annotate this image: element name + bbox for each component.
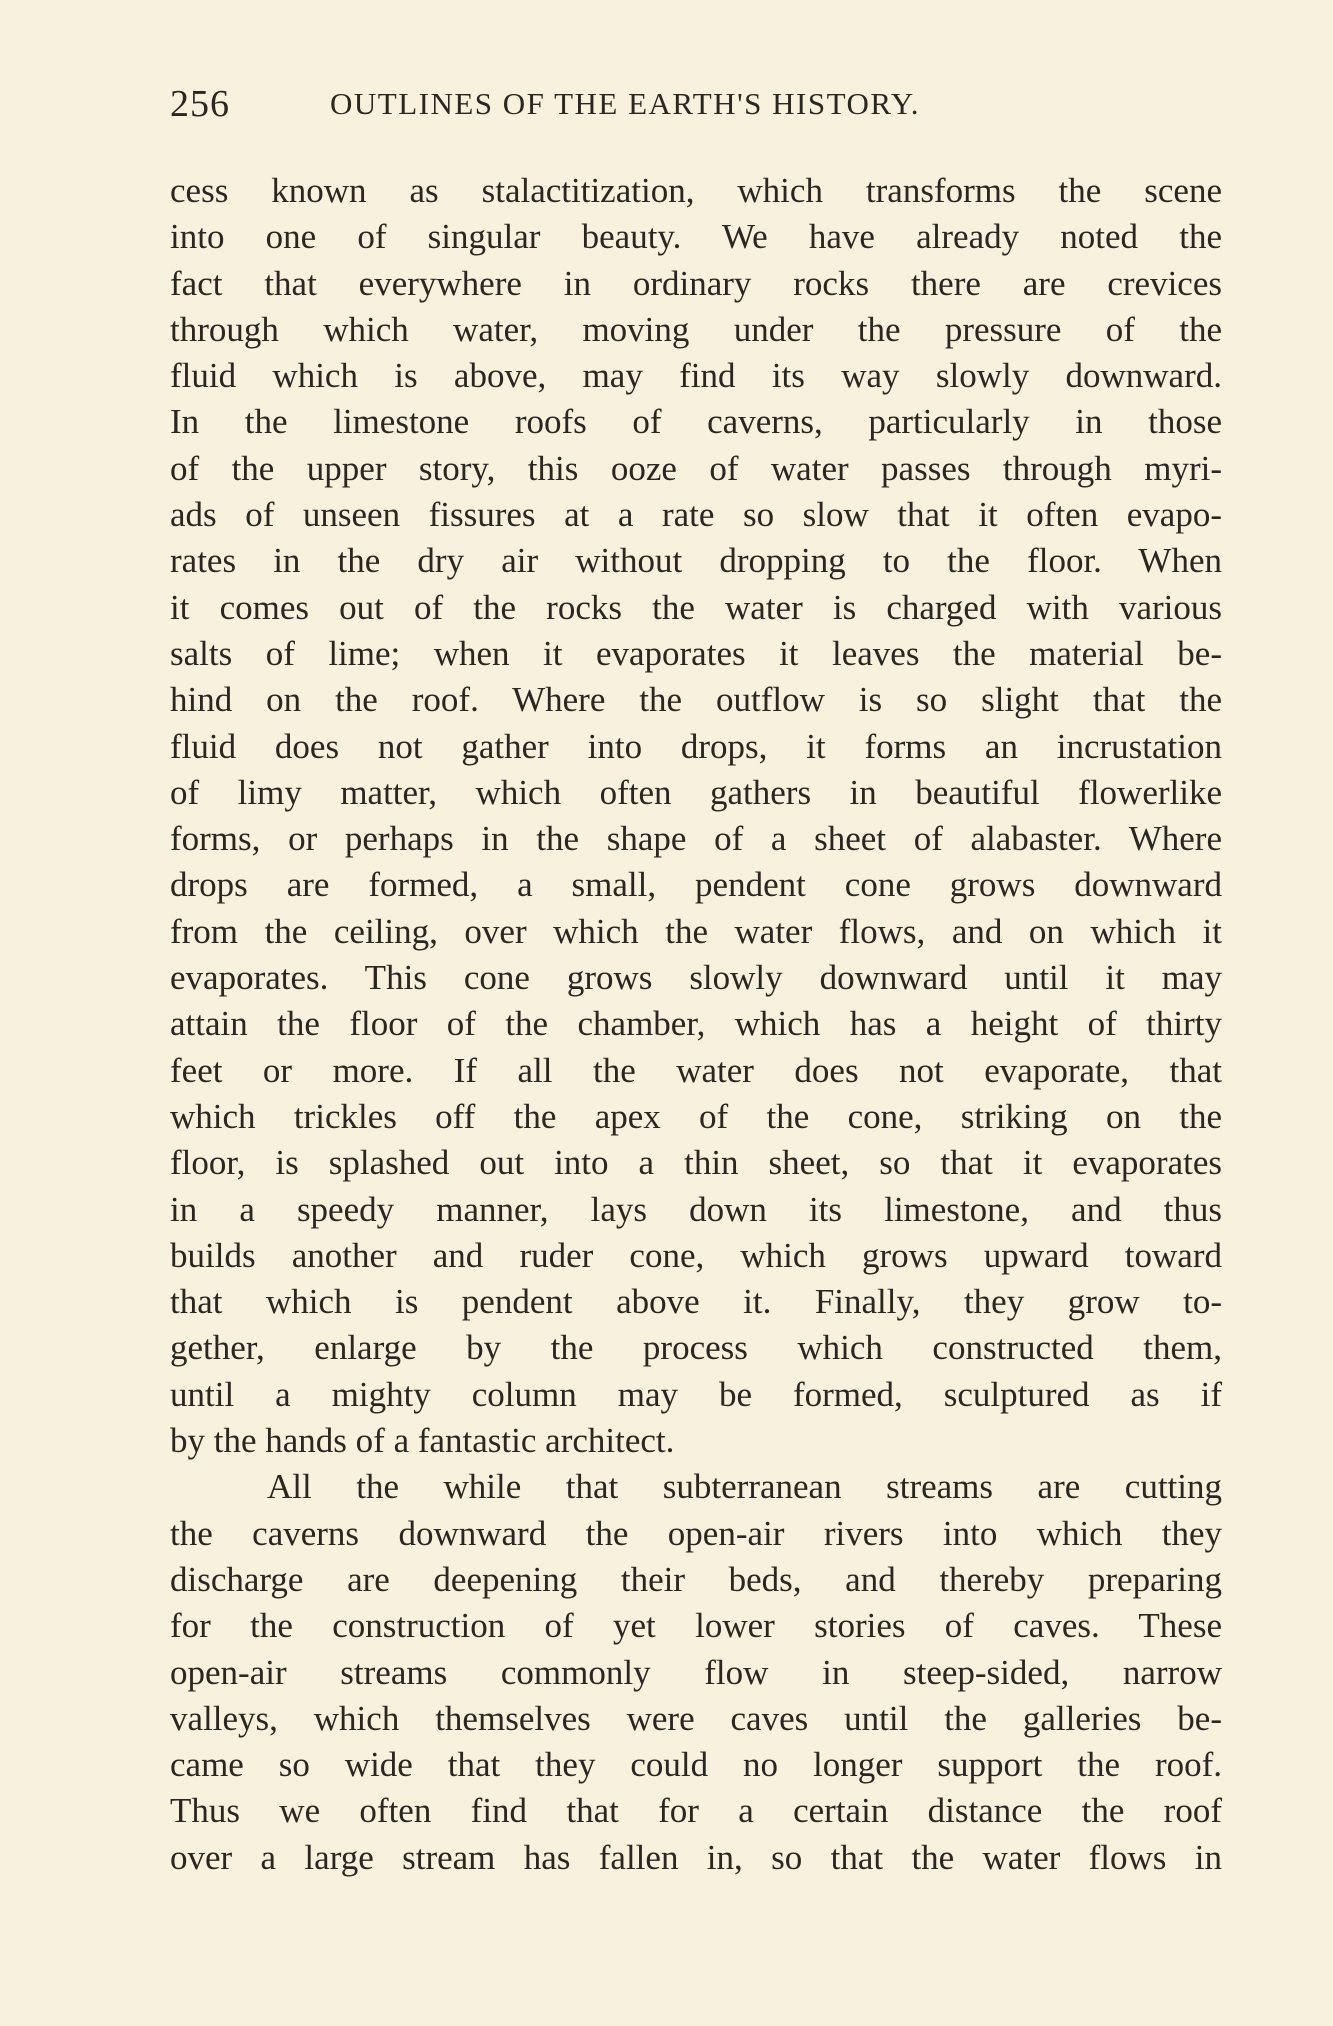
- text-line: cess known as stalactitization, which transforms the scene: [170, 171, 1222, 210]
- text-line: open-air streams commonly flow in steep-sided, narrow: [170, 1652, 1222, 1692]
- text-line: drops are formed, a small, pendent cone grows downward: [170, 865, 1222, 905]
- text-line: evaporates. This cone grows slowly downward until it may: [170, 958, 1222, 998]
- text-line: for the construction of yet lower stories of caves. These: [170, 1606, 1222, 1646]
- text-line: into one of singular beauty. We have already noted the: [170, 217, 1222, 257]
- text-line: of the upper story, this ooze of water passes through myri-: [170, 448, 1222, 488]
- text-line: discharge are deepening their beds, and thereby preparing: [170, 1559, 1222, 1599]
- text-line: fluid which is above, may find its way slowly downward.: [170, 356, 1222, 396]
- text-line: In the limestone roofs of caverns, particularly in those: [170, 402, 1222, 442]
- text-line: feet or more. If all the water does not evaporate, that: [170, 1050, 1222, 1090]
- text-line: over a large stream has fallen in, so that the water flows in: [170, 1837, 1222, 1877]
- text-line: hind on the roof. Where the outflow is so slight that the: [170, 680, 1222, 720]
- text-line: came so wide that they could no longer support the roof.: [170, 1745, 1222, 1785]
- paragraph-end-line: by the hands of a fantastic architect.: [170, 1421, 675, 1461]
- text-line: Thus we often find that for a certain distance the roof: [170, 1791, 1222, 1831]
- text-line: until a mighty column may be formed, sculptured as if: [170, 1374, 1222, 1414]
- text-line: forms, or perhaps in the shape of a sheet of alabaster. Where: [170, 819, 1222, 859]
- text-line: valleys, which themselves were caves until the galleries be-: [170, 1698, 1222, 1738]
- paragraph-start-line: All the while that subterranean streams are cutting: [267, 1467, 1222, 1507]
- text-line: the caverns downward the open-air rivers into which they: [170, 1513, 1222, 1553]
- text-line: from the ceiling, over which the water flows, and on which it: [170, 911, 1222, 951]
- text-line: builds another and ruder cone, which grows upward toward: [170, 1235, 1222, 1275]
- running-title: OUTLINES OF THE EARTH'S HISTORY.: [330, 86, 920, 121]
- text-line: gether, enlarge by the process which constructed them,: [170, 1328, 1222, 1368]
- text-line: of limy matter, which often gathers in beautiful flowerlike: [170, 772, 1222, 812]
- text-line: it comes out of the rocks the water is charged with various: [170, 587, 1222, 627]
- text-line: ads of unseen fissures at a rate so slow that it often evapo-: [170, 495, 1222, 535]
- text-line: floor, is splashed out into a thin sheet, so that it evaporates: [170, 1143, 1222, 1183]
- text-line: salts of lime; when it evaporates it leaves the material be-: [170, 633, 1222, 673]
- text-line: fluid does not gather into drops, it forms an incrustation: [170, 726, 1222, 766]
- text-line: fact that everywhere in ordinary rocks there are crevices: [170, 263, 1222, 303]
- text-line: through which water, moving under the pressure of the: [170, 309, 1222, 349]
- text-line: that which is pendent above it. Finally, they grow to-: [170, 1282, 1222, 1322]
- text-line: which trickles off the apex of the cone, striking on the: [170, 1096, 1222, 1136]
- running-head: [170, 78, 1250, 128]
- text-line: in a speedy manner, lays down its limestone, and thus: [170, 1189, 1222, 1229]
- page-number: 256: [170, 83, 230, 125]
- text-line: attain the floor of the chamber, which has a height of thirty: [170, 1004, 1222, 1044]
- body-text: [170, 168, 1222, 1881]
- text-line: rates in the dry air without dropping to the floor. When: [170, 541, 1222, 581]
